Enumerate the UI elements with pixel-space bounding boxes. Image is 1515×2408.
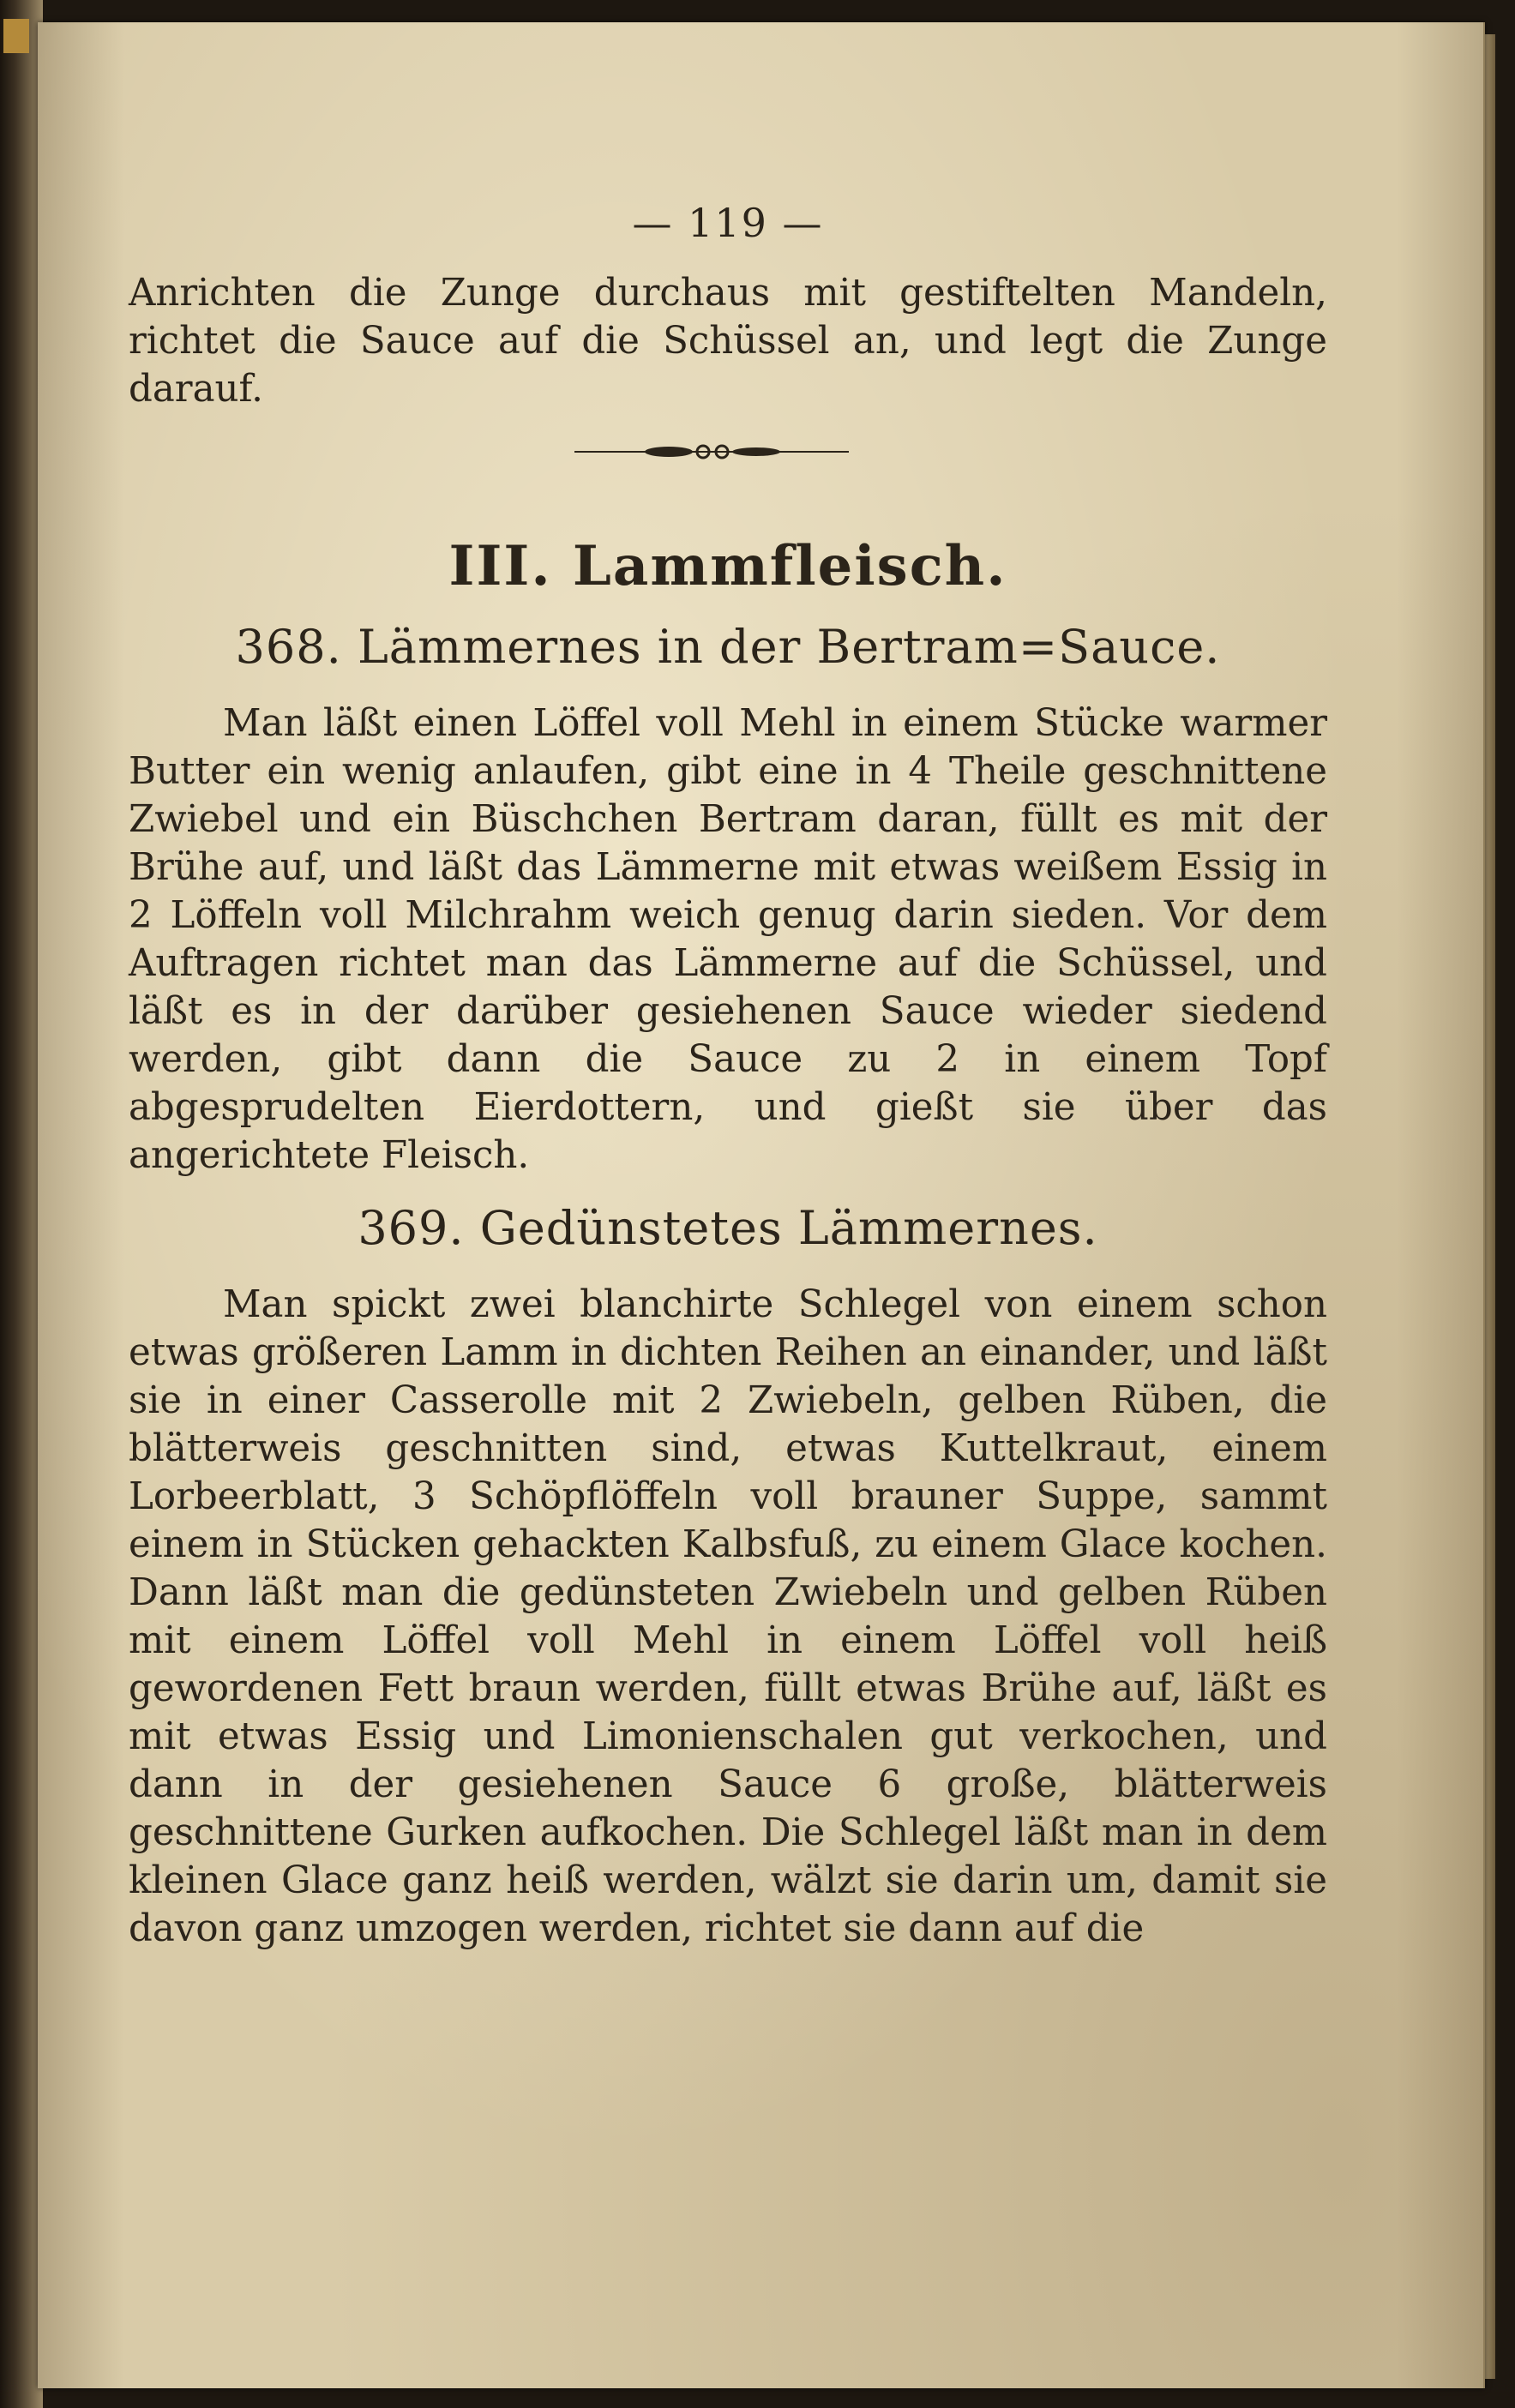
recipe-title-368: 368. Lämmernes in der Bertram=Sauce. xyxy=(235,620,1221,674)
page-edge xyxy=(1483,34,1495,2379)
recipe-title-369: 369. Gedünstetes Lämmernes. xyxy=(358,1201,1098,1255)
page-number: — 119 — xyxy=(632,200,824,246)
divider-ornament-icon xyxy=(574,439,849,465)
chapter-title: III. Lammfleisch. xyxy=(448,534,1007,598)
recipe-text-369: Man spickt zwei blanchirte Schlegel von einem schon etwas größeren Lamm in dichten Reihen an einander, und läßt sie in einer Casserolle mit 2 Zwiebeln, gelben Rüben, die blätterweis geschnitten sind, etwas Kuttelkraut, einem Lorbeerblatt, 3 Schöpflöffeln voll brauner Suppe, sammt einem in Stücken gehackten Kalbsfuß, zu einem Glace kochen. Dann läßt man die gedünsteten Zwiebeln und gelben Rüben mit einem Löffel voll Mehl in einem Löffel voll heiß gewordenen Fett braun werden, füllt etwas Brühe auf, läßt es mit etwas Essig und Limonienschalen gut verkochen, und dann in der gesiehenen Sauce 6 große, blätterweis geschnittene Gurken aufkochen. Die Schlegel läßt man in dem kleinen Glace ganz heiß werden, wälzt sie darin um, damit sie davon ganz umzogen werden, richtet sie dann auf die xyxy=(129,1283,1327,1950)
book-spine xyxy=(0,0,43,2408)
section-divider xyxy=(129,413,1327,507)
recipe-text-368: Man läßt einen Löffel voll Mehl in einem Stücke warmer Butter ein wenig anlaufen, gibt eine in 4 Theile geschnittene Zwiebel und ein Büschchen Bertram daran, füllt es mit der Brühe auf, und läßt das Lämmerne mit etwas weißem Essig in 2 Löffeln voll Milchrahm weich genug darin sieden. Vor dem Auftragen richtet man das Lämmerne auf die Schüssel, und läßt es in der darüber gesiehenen Sauce wieder siedend werden, gibt dann die Sauce zu 2 in einem Topf abgesprudelten Eierdottern, und gießt sie über das angerichtete Fleisch. xyxy=(129,702,1327,1177)
spine-tag xyxy=(3,19,29,53)
page-text-block xyxy=(129,197,1327,1953)
intro-paragraph: Anrichten die Zunge durchaus mit gestiftelten Mandeln, richtet die Sauce auf die Schüssel an, und legt die Zunge darauf. xyxy=(129,272,1327,411)
